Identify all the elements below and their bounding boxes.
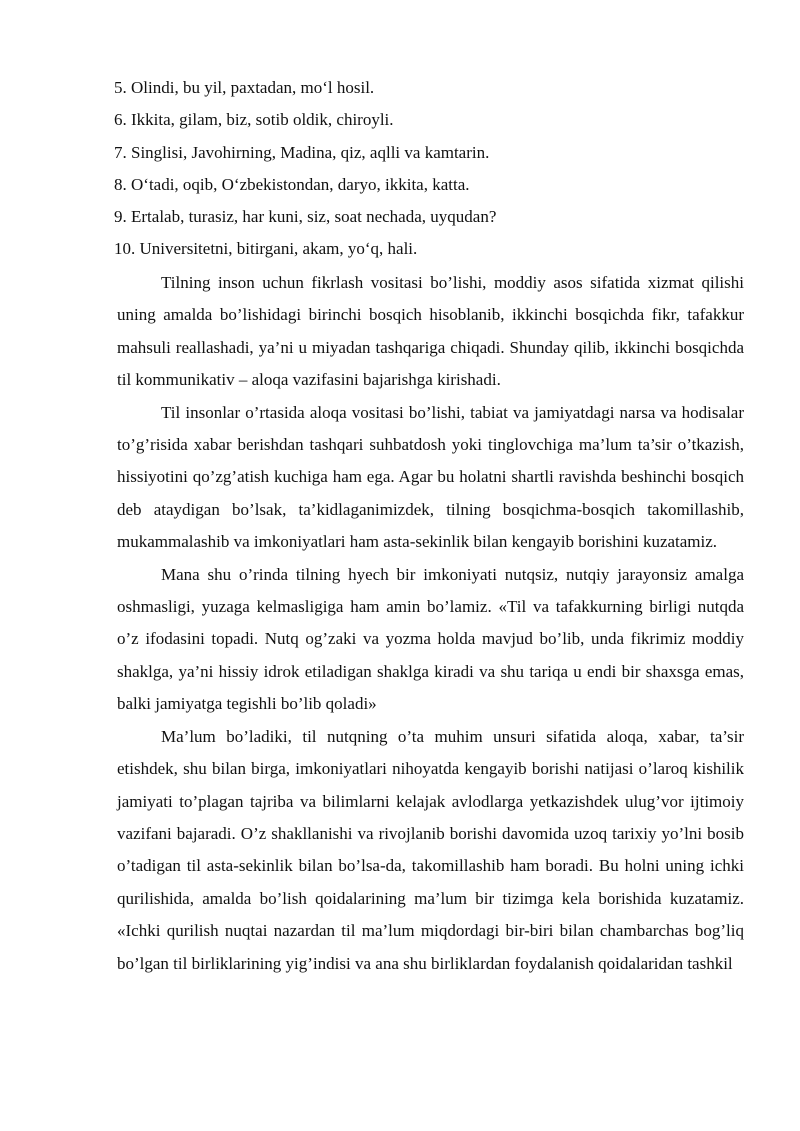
- numbered-sentence-list: [114, 72, 754, 266]
- body-text: [117, 267, 744, 980]
- list-item: 5. Olindi, bu yil, paxtadan, mo‘l hosil.: [114, 78, 375, 97]
- list-item: 8. O‘tadi, oqib, O‘zbekistondan, daryo, ikkita, katta.: [114, 174, 470, 194]
- list-item: 6. Ikkita, gilam, biz, sotib oldik, chiroyli.: [114, 110, 394, 130]
- paragraph: Mana shu o’rinda tilning hyech bir imkoniyati nutqsiz, nutqiy jarayonsiz amalga oshmasligi, yuzaga kelmasligiga ham amin bo’lamiz. «Til va tafakkurning birligi nutqda o’z ifodasini topadi. Nutq og’zaki va yozma holda mavjud bo’lib, unda fikrimiz moddiy shaklga, ya’ni hissiy idrok etiladigan shaklga kiradi va shu tariqa u endi bir shaxsga emas, balki jamiyatga tegishli bo’lib qoladi»: [117, 564, 744, 714]
- list-item: 7. Singlisi, Javohirning, Madina, qiz, aqlli va kamtarin.: [114, 142, 490, 162]
- list-item: 9. Ertalab, turasiz, har kuni, siz, soat nechada, uyqudan?: [114, 207, 497, 227]
- list-item: 10. Universitetni, bitirgani, akam, yo‘q, hali.: [114, 239, 418, 259]
- paragraph: Til insonlar o’rtasida aloqa vositasi bo’lishi, tabiat va jamiyatdagi narsa va hodisalar to’g’risida xabar berishdan tashqari suhbatdosh yoki tinglovchiga ma’lum ta’sir o’tkazish, hissiyotini qo’zg’atish kuchiga ham ega. Agar bu holatni shartli ravishda beshinchi bosqich deb ataydigan bo’lsak, ta’kidlaganimizdek, tilning bosqichma-bosqich takomillashib, mukammalashib va imkoniyatlari ham asta-sekinlik bilan kengayib borishini kuzatamiz.: [117, 402, 744, 552]
- paragraph: Tilning inson uchun fikrlash vositasi bo’lishi, moddiy asos sifatida xizmat qilishi uning amalda bo’lishidagi birinchi bosqich hisoblanib, ikkinchi bosqichda fikr, tafakkur mahsuli reallashadi, ya’ni u miyadan tashqariga chiqadi. Shunday qilib, ikkinchi bosqichda til kommunikativ – aloqa vazifasini bajarishga kirishadi.: [117, 273, 744, 390]
- paragraph: Ma’lum bo’ladiki, til nutqning o’ta muhim unsuri sifatida aloqa, xabar, ta’sir etishdek, shu bilan birga, imkoniyatlari nihoyatda kengayib borishi natijasi o’laroq kishilik jamiyati to’plagan tajriba va bilimlarni kelajak avlodlarga yetkazishdek ulug’vor ijtimoiy vazifani bajaradi. O’z shakllanishi va rivojlanib borishi davomida uzoq tarixiy yo’lni bosib o’tadigan til asta-sekinlik bilan bo’lsa-da, takomillashib ham boradi. Bu holni uning ichki qurilishida, amalda bo’lish qoidalarining ma’lum bir tizimga kela borishida kuzatamiz. «Ichki qurilish nuqtai nazardan til ma’lum miqdordagi bir-biri bilan chambarchas bog’liq bo’lgan til birliklarining yig’indisi va ana shu birliklardan foydalanish qoidalaridan tashkil: [117, 726, 744, 973]
